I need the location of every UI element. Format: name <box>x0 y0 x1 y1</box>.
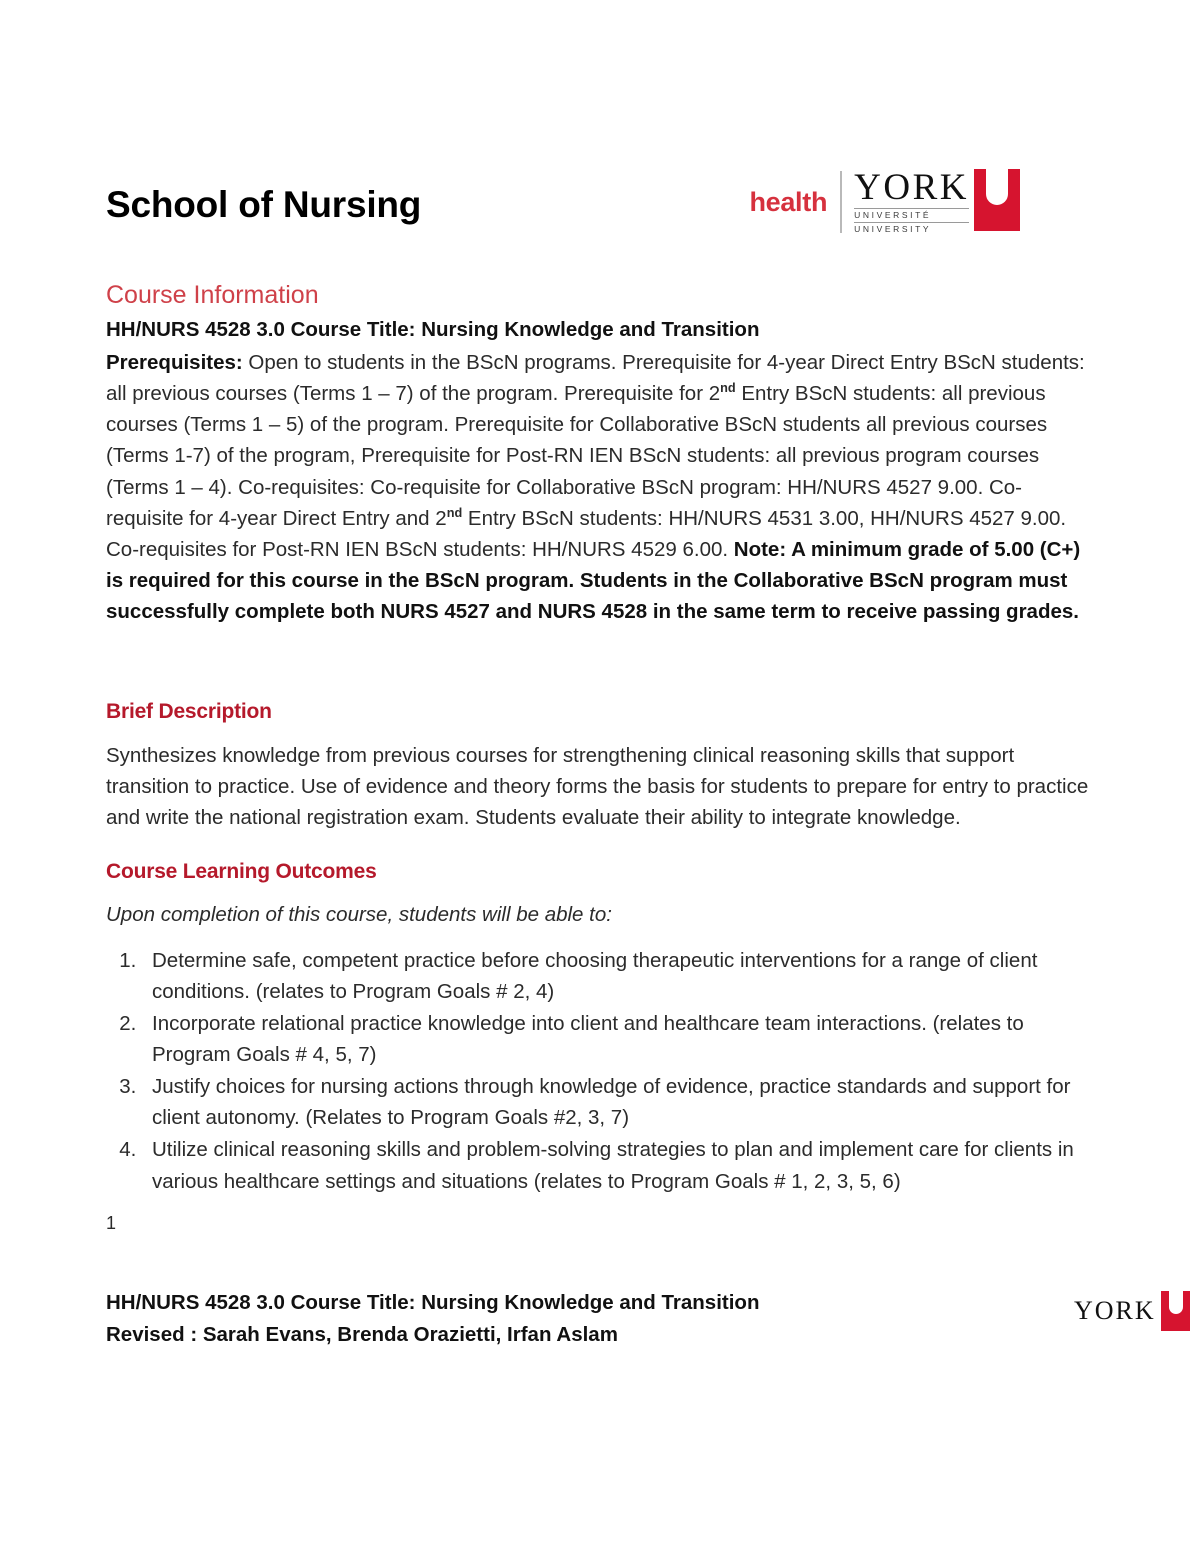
page-content <box>106 0 1156 1351</box>
section-heading-course-learning-outcomes: Course Learning Outcomes <box>106 860 377 884</box>
health-wordmark: health <box>749 186 828 217</box>
footer-york-logo <box>1074 1291 1190 1331</box>
section-heading-course-information: Course Information <box>106 281 319 309</box>
ordinal-suffix-2: nd <box>446 504 463 520</box>
universite-fr-label: UNIVERSITÉ <box>854 208 969 221</box>
section-spacer <box>106 627 1098 699</box>
footer-revised-line: Revised : Sarah Evans, Brenda Orazietti, Irfan Aslam <box>106 1322 618 1346</box>
section-heading-brief-description: Brief Description <box>106 700 272 724</box>
york-university-health-logo <box>749 166 1020 238</box>
footer-spacer <box>106 1198 1098 1212</box>
section-spacer <box>106 833 1098 859</box>
university-en-label: UNIVERSITY <box>854 222 969 235</box>
york-u-mark-icon <box>974 169 1020 231</box>
course-learning-outcomes-list <box>106 945 1098 1197</box>
prerequisites-text-part-1: Open to students in the BScN programs. Prerequisite for 4-year Direct Entry BScN students: all previous courses (Terms 1 – 7) of the program. Prerequisite for 2 <box>106 351 1085 406</box>
prerequisites-text-part-3: Entry BScN students: HH/NURS 4531 3.00, HH/NURS 4527 9.00. Co-requisites for Post-RN IEN BScN students: HH/NURS 4529 6.00. <box>106 506 1067 561</box>
prerequisites-label: Prerequisites: <box>106 351 243 374</box>
list-item: 1. Determine safe, competent practice before choosing therapeutic interventions for a range of client conditions. (relates to Program Goals # 2, 4) <box>142 945 1098 1007</box>
page-title: School of Nursing <box>106 184 422 225</box>
york-logo-block <box>842 168 1020 235</box>
page-number: 1 <box>106 1212 117 1233</box>
document-footer <box>106 1287 1156 1351</box>
footer-york-wordmark: YORK <box>1074 1296 1156 1326</box>
prerequisites-text-part-2: Entry BScN students: all previous courses (Terms 1 – 5) of the program. Prerequisite for Collaborative BScN students all previous courses (Terms 1-7) of the program, Prerequisite for Post-RN IEN BScN students: all previous program courses (Terms 1 – 4). Co-requisites: Co-requisite for Collaborative BScN program: HH/NURS 4527 9.00. Co-requisite for 4-year Direct Entry and 2 <box>106 382 1048 530</box>
list-item: 3. Justify choices for nursing actions through knowledge of evidence, practice standards and support for client autonomy. (Relates to Program Goals #2, 3, 7) <box>142 1071 1098 1133</box>
prerequisites-paragraph <box>106 347 1098 627</box>
york-wordmark: YORK <box>854 167 969 209</box>
document-header <box>106 160 1098 280</box>
list-spacer <box>106 931 1098 945</box>
york-wordmark-group <box>854 168 969 235</box>
ordinal-suffix-1: nd <box>720 380 736 396</box>
outcomes-intro-line: Upon completion of this course, students will be able to: <box>106 903 612 927</box>
footer-york-u-mark-icon <box>1161 1291 1190 1331</box>
minimum-grade-note: Note: A minimum grade of 5.00 (C+) is required for this course in the BScN program. Students in the Collaborative BScN program must successfully complete both NURS 4527 and NURS 4528 in the same term to receive passing grades. <box>106 537 1081 624</box>
list-item: 2. Incorporate relational practice knowledge into client and healthcare team interactions. (relates to Program Goals # 4, 5, 7) <box>142 1008 1098 1070</box>
list-item: 4. Utilize clinical reasoning skills and problem-solving strategies to plan and implement care for clients in various healthcare settings and situations (relates to Program Goals # 1, 2, 3, 5, 6) <box>142 1134 1098 1196</box>
brief-description-paragraph: Synthesizes knowledge from previous courses for strengthening clinical reasoning skills that support transition to practice. Use of evidence and theory forms the basis for students to prepare for entry to practice and write the national registration exam. Students evaluate their ability to integrate knowledge. <box>106 743 1089 829</box>
footer-course-line: HH/NURS 4528 3.0 Course Title: Nursing Knowledge and Transition <box>106 1291 760 1315</box>
course-title-line: HH/NURS 4528 3.0 Course Title: Nursing Knowledge and Transition <box>106 318 760 342</box>
